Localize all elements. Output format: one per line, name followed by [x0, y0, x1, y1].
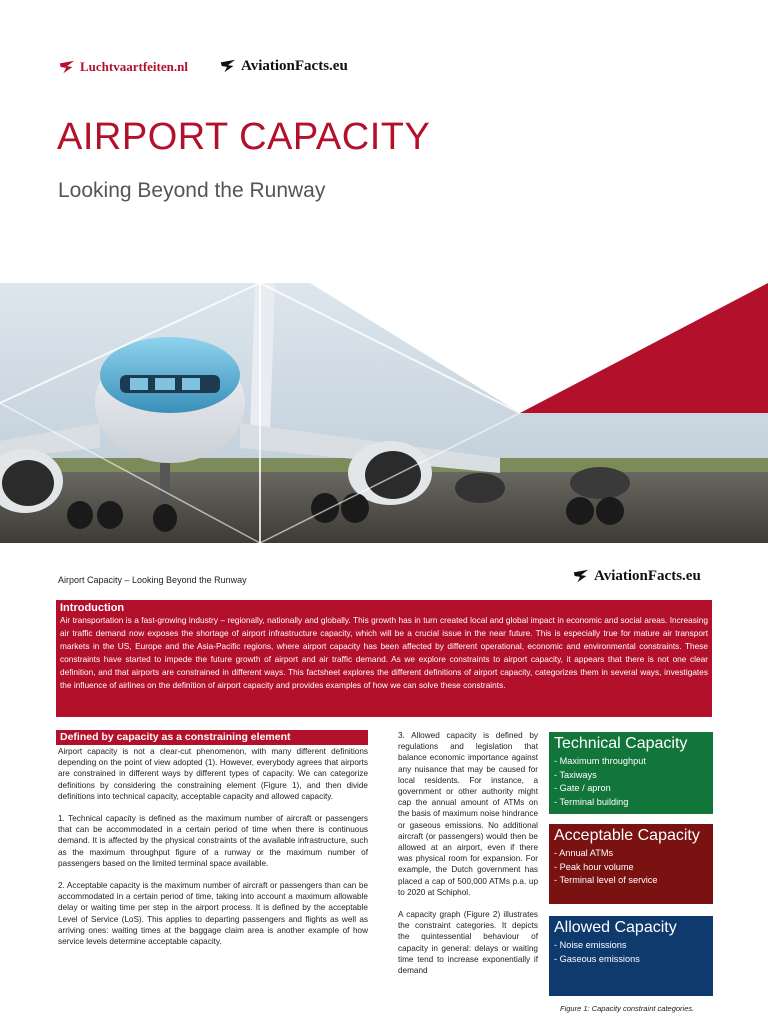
list-item: - Terminal building	[554, 796, 629, 807]
section-heading: Defined by capacity as a constraining element	[56, 730, 368, 745]
introduction-body: Air transportation is a fast-growing industry – regionally, nationally and globally. This growth has in turn created local and global impact in economic and social areas. Increasing air traffic demand now exposes the shortage of airport infrastructure capacity, which will be a crucial issue in the near future. This is especially true for mature air transport markets in the US, Europe and the Asia-Pacific regions, where airport capacity has been affected by different operational, economic and environmental constraints. These constraints have started to impede the future growth of airport and air traffic demand. As we explore constraints to airport capacity, it appears that there is not one clear definition, and that airports are constrained in different ways. This factsheet explores the different definitions of airport capacity, categorizes them in several ways, investigates the influence of airlines on the definition of airport capacity and provides examples of how we can solve these constraints.	[60, 615, 708, 691]
airplane-photo-illustration	[0, 283, 768, 543]
list-item: - Peak hour volume	[554, 861, 634, 872]
allowed-capacity-box	[549, 916, 713, 996]
logo-text: AviationFacts.eu	[594, 567, 701, 584]
paragraph-acceptable-capacity: 2. Acceptable capacity is the maximum number of aircraft or passengers than can be accommodated in a certain period of time, taking into account a maximum allowable delay or waiting time per step in the airport process. It is defined by the acceptable Level of Service (LoS). This applies to departing passengers and flights as well as arriving ones: waiting times at the baggage claim area is another example of how service levels determine acceptable capacity.	[58, 881, 368, 947]
list-item: - Taxiways	[554, 769, 597, 780]
plane-emblem-icon	[58, 58, 76, 76]
paragraph-technical-capacity: 1. Technical capacity is defined as the maximum number of aircraft or passengers that can be accommodated in a certain period of time when there is continuous demand. It is affected by the physical constraints of the available infrastructure, such as the maximum throughput figure of a runway or the maximum number of passengers based on the limited terminal space available.	[58, 814, 368, 868]
introduction-heading: Introduction	[60, 602, 125, 614]
paragraph: Airport capacity is not a clear-cut phenomenon, with many different definitions depending on the point of view adopted (1). However, everybody agrees that airports are constrained in different ways by different types of capacity. We can categorize definitions by considering the constraining element (Figure 1), and then divide definitions into technical capacity, acceptable capacity and allowed capacity.	[58, 747, 368, 801]
box-title: Acceptable Capacity	[554, 827, 700, 844]
list-item: - Terminal level of service	[554, 875, 658, 885]
logo-text: AviationFacts.eu	[241, 57, 348, 74]
list-item: - Gate / apron	[554, 783, 611, 793]
page-title: AIRPORT CAPACITY	[57, 116, 431, 158]
running-header: Airport Capacity – Looking Beyond the Runway	[58, 575, 247, 585]
acceptable-capacity-box	[549, 824, 713, 904]
hero-airplane-image	[0, 283, 768, 543]
box-title: Allowed Capacity	[554, 919, 677, 936]
left-column	[58, 746, 368, 958]
list-item: - Gaseous emissions	[554, 953, 640, 964]
paragraph-allowed-capacity: 3. Allowed capacity is defined by regulations and legislation that balance economic importance against any nuisance that may be caused for local residents. For instance, a government or other authority might cap the annual amount of ATMs on the basis of maximum noise hindrance or gaseous emissions. No additional aircraft (or passengers) would then be allowed at an airport, even if there was physical room for expansion. For example, the Dutch government has placed a cap of 500,000 ATMs p.a. up to 2020 at Schiphol.	[398, 731, 538, 897]
aviationfacts-logo[interactable]	[219, 57, 348, 75]
technical-capacity-box	[549, 732, 713, 814]
logo-text: Luchtvaartfeiten.nl	[80, 59, 188, 74]
luchtvaartfeiten-logo[interactable]	[58, 58, 188, 76]
plane-emblem-icon	[572, 567, 590, 585]
list-item: - Noise emissions	[554, 940, 627, 950]
figure-caption: Figure 1: Capacity constraint categories.	[560, 1004, 695, 1013]
paragraph-capacity-graph: A capacity graph (Figure 2) illustrates the constraint categories. It depicts the quintessential behaviour of capacity in general: delays or waiting time tend to increase exponentially if demand	[398, 910, 538, 976]
box-title: Technical Capacity	[554, 735, 688, 752]
plane-emblem-icon	[219, 57, 237, 75]
list-item: - Annual ATMs	[554, 848, 614, 858]
page-subtitle: Looking Beyond the Runway	[58, 179, 326, 202]
list-item: - Maximum throughput	[554, 756, 646, 766]
aviationfacts-logo[interactable]	[572, 567, 701, 585]
introduction-box	[56, 600, 712, 717]
middle-column	[398, 730, 538, 987]
